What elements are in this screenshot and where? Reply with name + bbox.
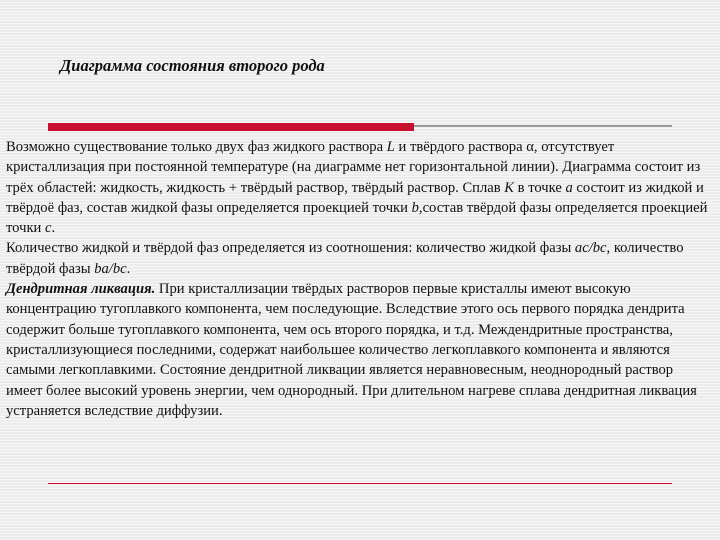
p1-var-K: К (504, 179, 514, 196)
content-bottom-rule (48, 483, 672, 484)
paragraph-phase-quantity (6, 238, 710, 279)
p2-text-2: , количество твёрдой фазы (6, 240, 684, 277)
p2-ratio-1: ac/bc (574, 240, 607, 257)
p1-var-a: а (565, 179, 573, 196)
paragraph-phase-description (6, 137, 710, 238)
paragraph-dendritic-liquation (6, 279, 710, 421)
p1-var-alpha: α (526, 139, 534, 155)
p1-text-5: состоит из жидкой и твёрдоё фаз, состав жидкой фазы определяется проекцией точки (6, 179, 704, 216)
p3-text: При кристаллизации твёрдых растворов первые кристаллы имеют высокую концентрацию тугоплавкого компонента, чем последующие. Вследствие этого ось первого порядка дендрита содержит больше тугоплавкого компонента, чем ось второго порядка, и т.д. Междендритные пространства, кристаллизующиеся последними, содержат наибольшее количество легкоплавкого компонента и являются самыми легкоплавкими. Состояние дендритной ликвации является неравновесным, неоднородный раствор имеет более высокий уровень энергии, чем однородный. При длительном нагреве сплава дендритная ликвация устраняется вследствие диффузии. (6, 281, 697, 419)
slide-title: Диаграмма состояния второго рода (60, 56, 325, 75)
p1-var-b: b (411, 199, 419, 216)
p1-var-L: L (386, 139, 395, 155)
p3-term: Дендритная ликвация. (6, 281, 156, 298)
p1-text-3: , отсутствует кристаллизация при постоянной температуре (на диаграмме нет горизонтальной линии). Диаграмма состоит из трёх областей: жидкость, жидкость + твёрдый раствор, твёрдый раствор. Сплав (6, 139, 701, 196)
slide-content (6, 137, 710, 421)
p1-text-2: и твёрдого раствора (394, 139, 527, 155)
title-underline-gray (414, 125, 672, 127)
p1-text-1: Возможно существование только двух фаз жидкого раствора (6, 139, 387, 155)
p1-text-7: . (51, 220, 56, 237)
p1-text-4: в точке (514, 179, 566, 196)
p1-text-6: ,состав твёрдой фазы определяется проекцией точки (6, 199, 708, 237)
p2-text-1: Количество жидкой и твёрдой фаз определяется из соотношения: количество жидкой фазы (6, 240, 575, 257)
p1-var-c: с (45, 220, 52, 237)
p2-text-3: . (126, 260, 131, 277)
title-underline-red (48, 123, 414, 131)
p2-ratio-2: ba/bc (94, 260, 127, 277)
